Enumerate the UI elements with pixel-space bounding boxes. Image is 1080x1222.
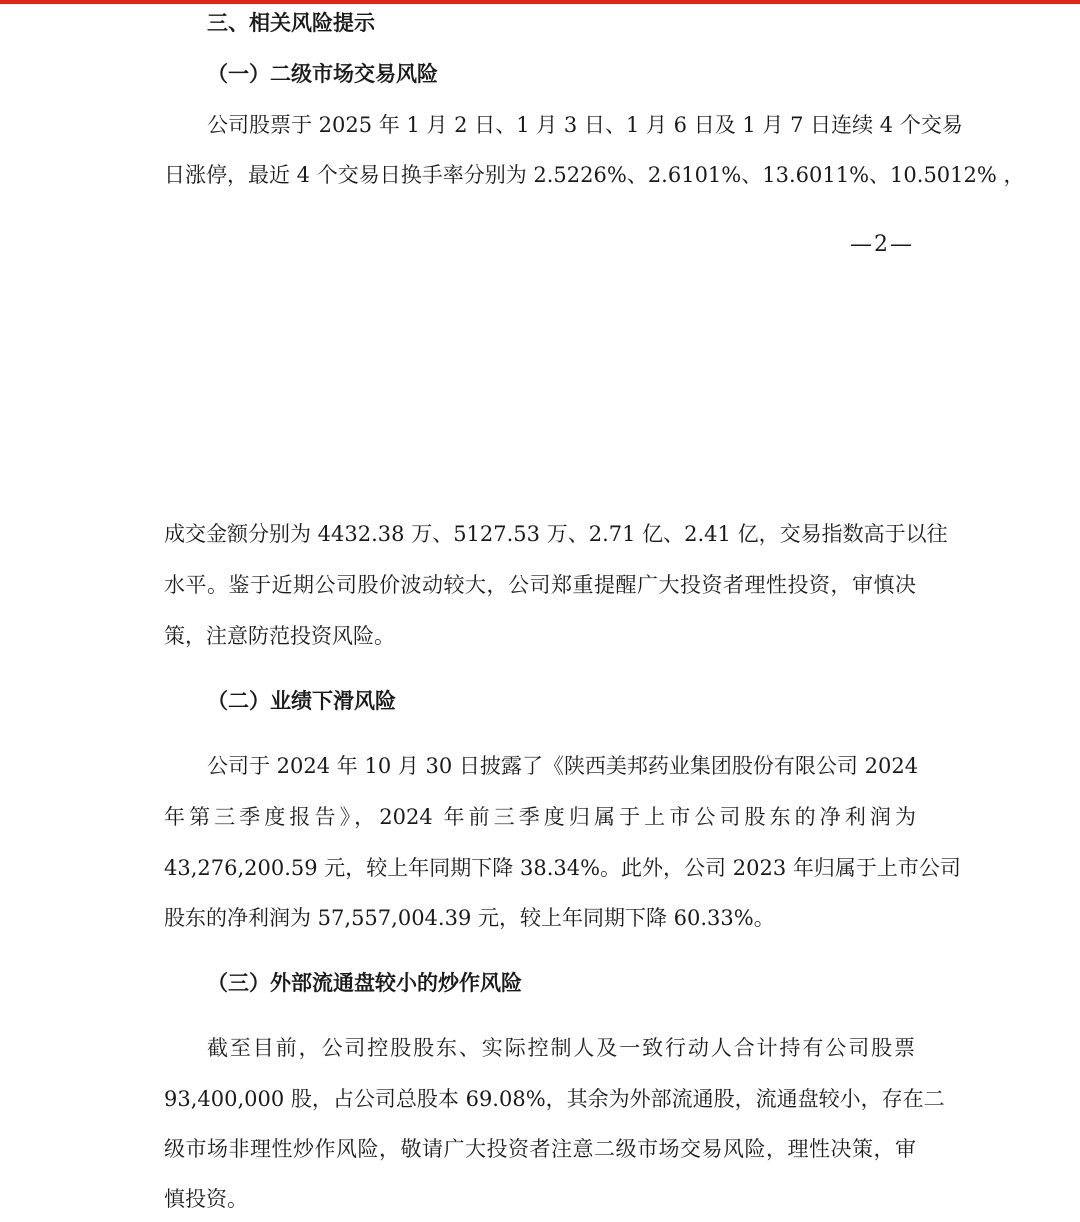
section-heading: 三、相关风险提示 [207, 10, 375, 35]
risk3-line-4: 慎投资。 [164, 1187, 248, 1211]
risk3-heading: （三）外部流通盘较小的炒作风险 [207, 970, 522, 995]
risk1-line-4: 水平。鉴于近期公司股价波动较大，公司郑重提醒广大投资者理性投资，审慎决 [164, 573, 916, 597]
risk2-line-3: 43,276,200.59 元，较上年同期下降 38.34%。此外，公司 2023 年归属于上市公司 [164, 856, 961, 880]
risk1-heading: （一）二级市场交易风险 [207, 61, 438, 86]
risk3-line-1: 截至目前，公司控股股东、实际控制人及一致行动人合计持有公司股票 [207, 1036, 915, 1060]
page-number: —2— [850, 232, 914, 257]
risk3-line-2: 93,400,000 股，占公司总股本 69.08%，其余为外部流通股，流通盘较小，存在二 [164, 1087, 945, 1111]
risk3-line-3: 级市场非理性炒作风险，敬请广大投资者注意二级市场交易风险，理性决策，审 [164, 1137, 916, 1161]
risk2-line-2: 年第三季度报告》，2024 年前三季度归属于上市公司股东的净利润为 [164, 805, 916, 829]
risk1-line-1: 公司股票于 2025 年 1 月 2 日、1 月 3 日、1 月 6 日及 1 月 7 日连续 4 个交易 [207, 113, 963, 137]
risk2-heading: （二）业绩下滑风险 [207, 688, 396, 713]
risk1-line-5: 策，注意防范投资风险。 [164, 624, 395, 648]
risk1-line-2: 日涨停，最近 4 个交易日换手率分别为 2.5226%、2.6101%、13.6011%、10.5012% ， [164, 163, 1025, 187]
risk1-line-3: 成交金额分别为 4432.38 万、5127.53 万、2.71 亿、2.41 亿，交易指数高于以往 [164, 522, 948, 546]
risk2-line-1: 公司于 2024 年 10 月 30 日披露了《陕西美邦药业集团股份有限公司 2024 [207, 754, 919, 778]
risk2-line-4: 股东的净利润为 57,557,004.39 元，较上年同期下降 60.33%。 [164, 906, 775, 930]
